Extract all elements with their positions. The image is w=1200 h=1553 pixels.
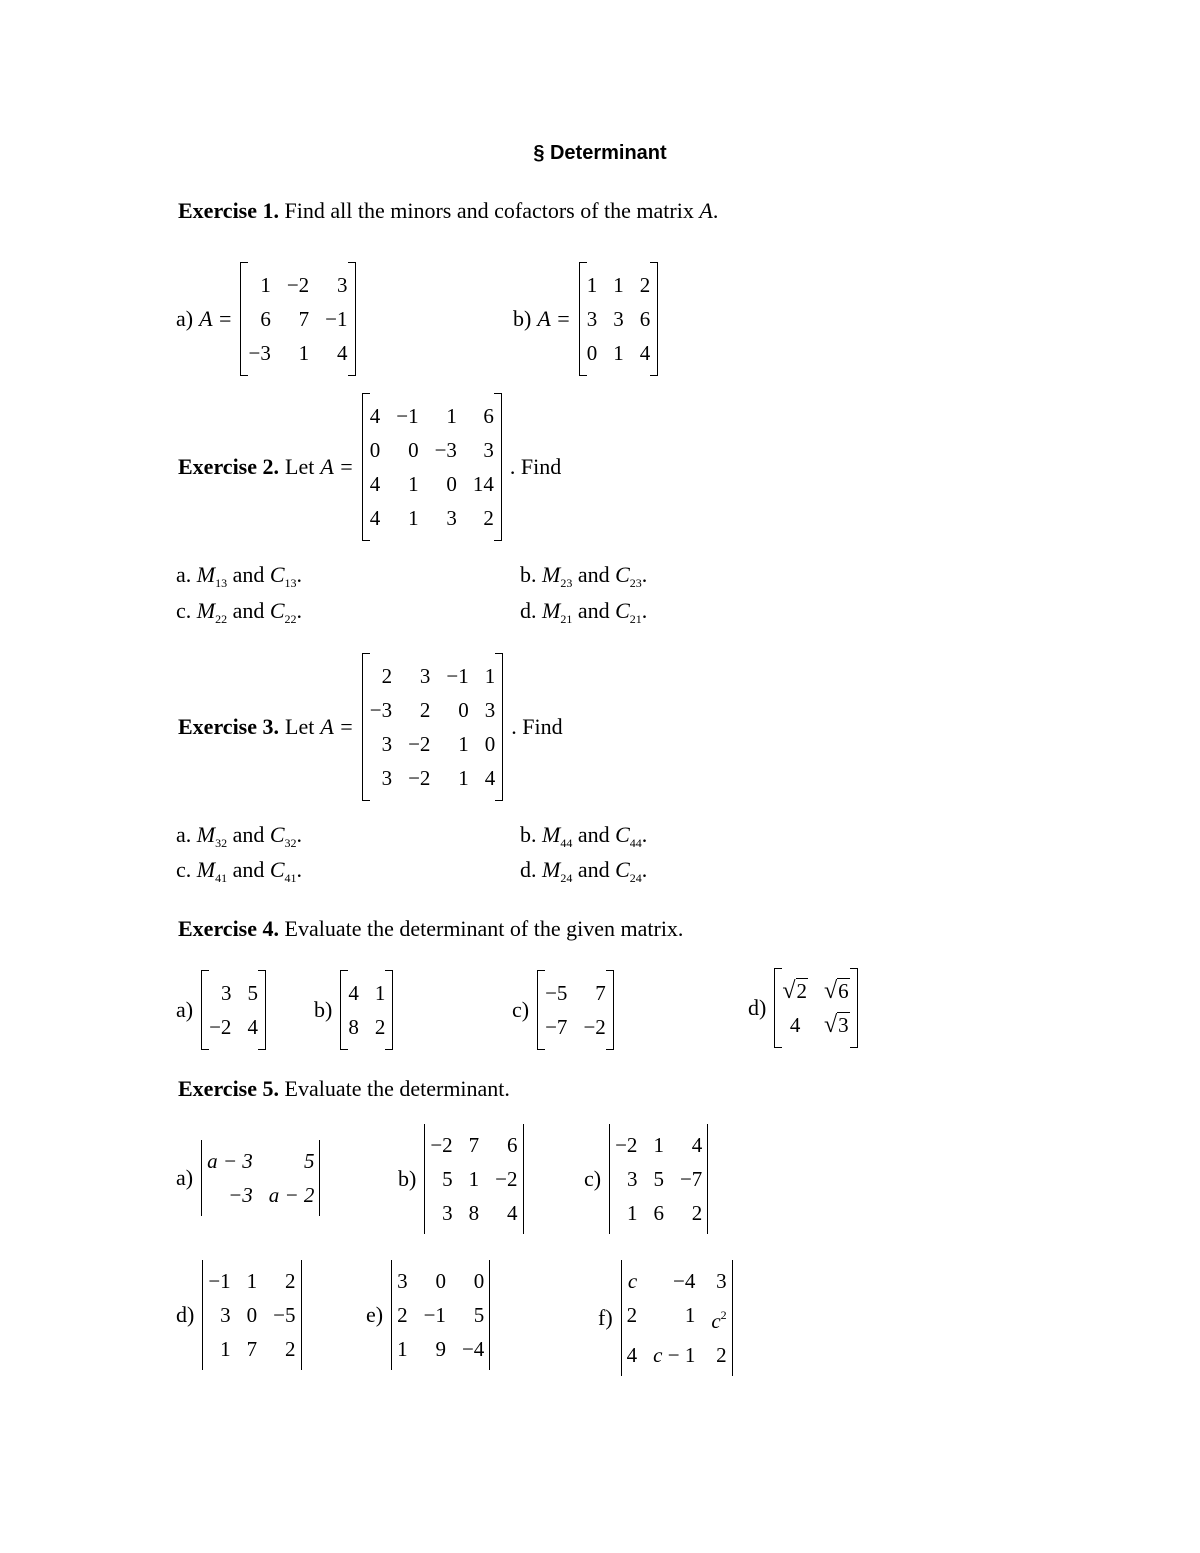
matrix-entry: 3	[483, 438, 494, 462]
part-label: a)	[176, 1165, 194, 1190]
item-letter: b.	[520, 562, 542, 587]
matrix-entry: 2	[397, 1303, 408, 1327]
matrix-entry: 2	[639, 273, 651, 297]
left-bar	[424, 1124, 425, 1234]
matrix-entry: 0	[586, 341, 598, 365]
exercise-3-item-a	[176, 822, 302, 851]
exercise-3-heading	[178, 653, 563, 801]
matrix-entry: 1	[397, 1337, 408, 1361]
matrix-entry: √2	[782, 978, 807, 1004]
matrix-entry: 3	[586, 307, 598, 331]
matrix-entry: 7	[595, 981, 606, 1005]
matrix-entry: 4	[369, 506, 381, 530]
matrix	[201, 970, 266, 1050]
matrix-entry: −2	[615, 1133, 638, 1157]
matrix-entry: 4	[348, 981, 359, 1005]
exercise-1-var: A	[699, 198, 713, 223]
exercise-3-find: . Find	[511, 714, 563, 739]
matrix-entry: 0	[446, 472, 457, 496]
right-bracket	[348, 262, 356, 376]
exercise-2-find: . Find	[509, 454, 562, 479]
matrix-entry: 6	[507, 1133, 518, 1157]
cofactor-symbol: C	[269, 822, 285, 847]
matrix-entry: 4	[507, 1201, 518, 1225]
left-bracket	[537, 970, 545, 1050]
and-word: and	[577, 857, 610, 882]
exercise-4c	[512, 970, 616, 1050]
right-bar	[523, 1124, 524, 1234]
matrix-eq: A =	[320, 454, 354, 479]
matrix-entry: −3	[434, 438, 457, 462]
matrix-entry: 3	[381, 732, 393, 756]
exercise-2-label: Exercise 2.	[178, 454, 280, 479]
right-bar	[319, 1140, 320, 1216]
determinant	[621, 1260, 733, 1376]
matrix-entry: 0	[408, 438, 419, 462]
period: .	[641, 822, 648, 847]
exercise-5e	[366, 1260, 492, 1370]
cofactor-symbol: C	[615, 857, 630, 882]
matrix-entry: −2	[430, 1133, 453, 1157]
matrix-entry: 0	[458, 698, 469, 722]
exercise-5d	[176, 1260, 304, 1370]
left-bracket	[201, 970, 209, 1050]
matrix-entry: 1	[458, 732, 469, 756]
matrix-entry: 7	[246, 1337, 258, 1361]
matrix-entry: c	[627, 1269, 638, 1293]
period: .	[641, 857, 648, 882]
matrix-entry: $c^2$	[711, 1308, 727, 1333]
left-bar	[621, 1260, 622, 1376]
exercise-5a	[176, 1140, 322, 1216]
and-word: and	[232, 857, 265, 882]
item-letter: c.	[176, 598, 197, 623]
matrix-entry: 0	[435, 1269, 446, 1293]
minor-symbol: M	[196, 822, 216, 847]
matrix-entry: 0	[484, 732, 496, 756]
matrix-entry: 2	[483, 506, 494, 530]
matrix-entry: −1	[446, 664, 469, 688]
matrix-entry: a − 3	[207, 1149, 253, 1173]
exercise-4d	[748, 968, 860, 1048]
exercise-5-text: Evaluate the determinant.	[284, 1076, 510, 1101]
right-bracket	[258, 970, 266, 1050]
part-label: d)	[748, 995, 767, 1020]
item-letter: d.	[520, 598, 542, 623]
exercise-1-label: Exercise 1.	[178, 198, 280, 223]
part-label: a)	[176, 997, 194, 1022]
left-bar	[391, 1260, 392, 1370]
matrix-entry: 1	[298, 341, 310, 365]
cofactor-symbol: C	[615, 598, 630, 623]
item-letter: a.	[176, 562, 197, 587]
matrix-entry: 1	[220, 1337, 231, 1361]
matrix-entry: 1	[684, 1303, 696, 1327]
matrix-entry: 4	[337, 341, 348, 365]
right-bar	[732, 1260, 733, 1376]
exercise-2-item-b	[520, 562, 647, 591]
matrix-entry: −3	[369, 698, 393, 722]
matrix-entry: −3	[228, 1183, 253, 1207]
matrix-entry: 1	[374, 981, 386, 1005]
part-label: f)	[598, 1305, 613, 1330]
matrix-eq: A =	[537, 306, 571, 331]
matrix-entry: 1	[613, 273, 624, 297]
and-word: and	[577, 598, 610, 623]
matrix-entry: −4	[461, 1337, 485, 1361]
cofactor-index: 22	[284, 612, 297, 626]
matrix-entry: 1	[613, 341, 624, 365]
exercise-5c	[584, 1124, 710, 1234]
exercise-1-heading	[178, 198, 718, 224]
cofactor-symbol: C	[269, 562, 285, 587]
matrix-entry: 3	[446, 506, 457, 530]
minor-symbol: M	[542, 562, 561, 587]
period: .	[296, 562, 303, 587]
exercise-3-label: Exercise 3.	[178, 714, 280, 739]
exercise-1b	[513, 262, 660, 376]
period: .	[641, 562, 648, 587]
matrix	[774, 968, 857, 1048]
matrix-entry: −4	[672, 1269, 696, 1293]
exercise-2-item-d	[520, 598, 647, 627]
matrix-entry: 0	[246, 1303, 258, 1327]
matrix-entry: 7	[298, 307, 310, 331]
exercise-1-end: .	[712, 198, 719, 223]
cofactor-symbol: C	[615, 562, 630, 587]
matrix-entry: 3	[220, 981, 232, 1005]
cofactor-index: 23	[629, 576, 642, 590]
exercise-3-item-c	[176, 857, 302, 886]
right-bracket	[385, 970, 393, 1050]
part-label: c)	[512, 997, 530, 1022]
exercise-4-text: Evaluate the determinant of the given matrix.	[284, 916, 684, 941]
matrix-entry: −2	[209, 1015, 232, 1039]
determinant	[609, 1124, 708, 1234]
cofactor-index: 13	[284, 576, 297, 590]
exercise-5b	[398, 1124, 526, 1234]
exercise-3-item-d	[520, 857, 647, 886]
minor-symbol: M	[196, 857, 216, 882]
matrix-entry: 1	[458, 766, 469, 790]
exercise-2-item-c	[176, 598, 302, 627]
matrix-entry: 3	[716, 1269, 727, 1293]
matrix-entry: 3	[381, 766, 393, 790]
matrix-entry: 2	[285, 1269, 296, 1293]
minor-symbol: M	[542, 822, 561, 847]
matrix-entry: 1	[246, 1269, 258, 1293]
exercise-4a	[176, 970, 268, 1050]
matrix-entry: 1	[468, 1167, 480, 1191]
matrix-entry: 3	[442, 1201, 453, 1225]
matrix-entry: 6	[639, 307, 651, 331]
matrix-eq: A =	[199, 306, 233, 331]
matrix	[537, 970, 614, 1050]
matrix-entry: −5	[545, 981, 568, 1005]
matrix-entry: 1	[408, 472, 419, 496]
matrix-entry: 0	[473, 1269, 485, 1293]
matrix-entry: −1	[325, 307, 348, 331]
minor-index: 41	[215, 871, 228, 885]
matrix-entry: 4	[484, 766, 496, 790]
exercise-1-text: Find all the minors and cofactors of the matrix	[284, 198, 694, 223]
part-label: a)	[176, 306, 194, 331]
exercise-5-label: Exercise 5.	[178, 1076, 280, 1101]
matrix-entry: 1	[446, 404, 457, 428]
matrix-entry: 1	[626, 1201, 638, 1225]
item-letter: c.	[176, 857, 197, 882]
matrix-entry: 6	[260, 307, 271, 331]
matrix-entry: 3	[613, 307, 624, 331]
matrix-entry: 2	[716, 1343, 727, 1367]
minor-index: 32	[215, 836, 228, 850]
item-letter: d.	[520, 857, 542, 882]
matrix-entry: 5	[247, 981, 258, 1005]
matrix-entry: 4	[789, 1013, 801, 1037]
matrix-entry: 2	[374, 1015, 386, 1039]
exercise-1a	[176, 262, 358, 376]
cofactor-symbol: C	[269, 598, 285, 623]
matrix-entry: c − 1	[653, 1343, 696, 1367]
matrix-entry: 4	[626, 1343, 638, 1367]
and-word: and	[232, 598, 265, 623]
matrix-entry: 8	[348, 1015, 359, 1039]
cofactor-index: 24	[629, 871, 642, 885]
item-letter: a.	[176, 822, 197, 847]
page-title: § Determinant	[533, 142, 667, 164]
matrix-entry: 4	[369, 404, 381, 428]
minor-symbol: M	[196, 562, 216, 587]
matrix-entry: 3	[397, 1269, 408, 1293]
matrix-entry: 3	[220, 1303, 231, 1327]
matrix-entry: 9	[435, 1337, 446, 1361]
exercise-5-heading	[178, 1076, 510, 1102]
cofactor-index: 21	[629, 612, 642, 626]
matrix-entry: 8	[468, 1201, 480, 1225]
determinant	[424, 1124, 523, 1234]
minor-index: 23	[560, 576, 573, 590]
left-bracket	[362, 393, 370, 541]
cofactor-index: 44	[629, 836, 642, 850]
matrix-entry: 1	[586, 273, 598, 297]
matrix-entry: √3	[824, 1012, 849, 1038]
matrix-entry: −7	[545, 1015, 568, 1039]
exercise-2-heading	[178, 393, 561, 541]
matrix-entry: 0	[369, 438, 381, 462]
matrix-entry: 5	[442, 1167, 453, 1191]
matrix-entry: √6	[824, 978, 849, 1004]
exercise-5f	[598, 1260, 735, 1376]
matrix-entry: 2	[381, 664, 393, 688]
matrix-entry: −2	[408, 766, 431, 790]
exercise-3-let: Let	[285, 714, 315, 739]
right-bracket	[494, 393, 502, 541]
minor-symbol: M	[542, 598, 561, 623]
exercise-2-item-a	[176, 562, 302, 591]
matrix-entry: −7	[679, 1167, 703, 1191]
right-bar	[301, 1260, 302, 1370]
minor-symbol: M	[542, 857, 561, 882]
matrix-entry: 7	[468, 1133, 480, 1157]
minor-index: 13	[215, 576, 228, 590]
period: .	[296, 598, 303, 623]
matrix-entry: 14	[472, 472, 494, 496]
exercise-4b	[314, 970, 395, 1050]
matrix-entry: −1	[208, 1269, 231, 1293]
matrix	[240, 262, 355, 376]
left-bar	[202, 1260, 203, 1370]
determinant	[202, 1260, 301, 1370]
part-label: b)	[398, 1166, 417, 1191]
right-bracket	[850, 968, 858, 1048]
matrix-entry: 2	[285, 1337, 296, 1361]
matrix-entry: −2	[286, 273, 310, 297]
matrix-entry: 4	[691, 1133, 703, 1157]
matrix-entry: 1	[408, 506, 419, 530]
minor-index: 21	[560, 612, 573, 626]
cofactor-index: 32	[284, 836, 297, 850]
matrix	[340, 970, 393, 1050]
right-bracket	[650, 262, 658, 376]
part-label: d)	[176, 1302, 195, 1327]
matrix-entry: −5	[273, 1303, 296, 1327]
and-word: and	[577, 562, 610, 587]
exercise-4-heading	[178, 916, 683, 942]
matrix-entry: −3	[248, 341, 271, 365]
matrix-entry: 2	[419, 698, 431, 722]
left-bracket	[340, 970, 348, 1050]
period: .	[296, 857, 303, 882]
matrix-entry: 3	[484, 698, 496, 722]
matrix-entry: 4	[639, 341, 651, 365]
right-bracket	[606, 970, 614, 1050]
matrix-entry: −1	[396, 404, 419, 428]
cofactor-index: 41	[284, 871, 297, 885]
determinant	[201, 1140, 320, 1216]
period: .	[296, 822, 303, 847]
matrix-entry: 6	[483, 404, 494, 428]
left-bar	[201, 1140, 202, 1216]
matrix-entry: −1	[423, 1303, 446, 1327]
matrix-entry: 4	[247, 1015, 258, 1039]
matrix-entry: 5	[473, 1303, 485, 1327]
minor-symbol: M	[196, 598, 216, 623]
part-label: b)	[513, 306, 532, 331]
minor-index: 24	[560, 871, 573, 885]
matrix-entry: 2	[626, 1303, 638, 1327]
item-letter: b.	[520, 822, 542, 847]
matrix-entry: −2	[408, 732, 431, 756]
matrix-entry: 6	[653, 1201, 664, 1225]
left-bracket	[774, 968, 782, 1048]
right-bar	[707, 1124, 708, 1234]
minor-index: 44	[560, 836, 573, 850]
right-bracket	[495, 653, 503, 801]
matrix-entry: 4	[369, 472, 381, 496]
matrix-entry: 1	[260, 273, 271, 297]
determinant	[391, 1260, 490, 1370]
exercise-3-item-b	[520, 822, 647, 851]
matrix-entry: 3	[626, 1167, 638, 1191]
matrix-eq: A =	[320, 714, 354, 739]
exercise-2-let: Let	[285, 454, 315, 479]
matrix-entry: 1	[653, 1133, 664, 1157]
left-bar	[609, 1124, 610, 1234]
matrix-entry: 3	[337, 273, 348, 297]
part-label: e)	[366, 1302, 384, 1327]
matrix-entry: −2	[583, 1015, 606, 1039]
left-bracket	[362, 653, 370, 801]
matrix	[362, 393, 502, 541]
matrix-entry: 5	[653, 1167, 664, 1191]
part-label: c)	[584, 1166, 602, 1191]
cofactor-symbol: C	[615, 822, 630, 847]
matrix-entry: 5	[303, 1149, 315, 1173]
period: .	[641, 598, 648, 623]
cofactor-symbol: C	[269, 857, 285, 882]
minor-index: 22	[215, 612, 228, 626]
right-bar	[489, 1260, 490, 1370]
matrix	[362, 653, 504, 801]
and-word: and	[232, 562, 265, 587]
part-label: b)	[314, 997, 333, 1022]
matrix-entry: 1	[484, 664, 496, 688]
matrix	[579, 262, 659, 376]
left-bracket	[240, 262, 248, 376]
and-word: and	[577, 822, 610, 847]
and-word: and	[232, 822, 265, 847]
exercise-4-label: Exercise 4.	[178, 916, 280, 941]
matrix-entry: 2	[691, 1201, 703, 1225]
left-bracket	[579, 262, 587, 376]
matrix-entry: 3	[419, 664, 431, 688]
matrix-entry: −2	[495, 1167, 518, 1191]
matrix-entry: a − 2	[268, 1183, 315, 1207]
